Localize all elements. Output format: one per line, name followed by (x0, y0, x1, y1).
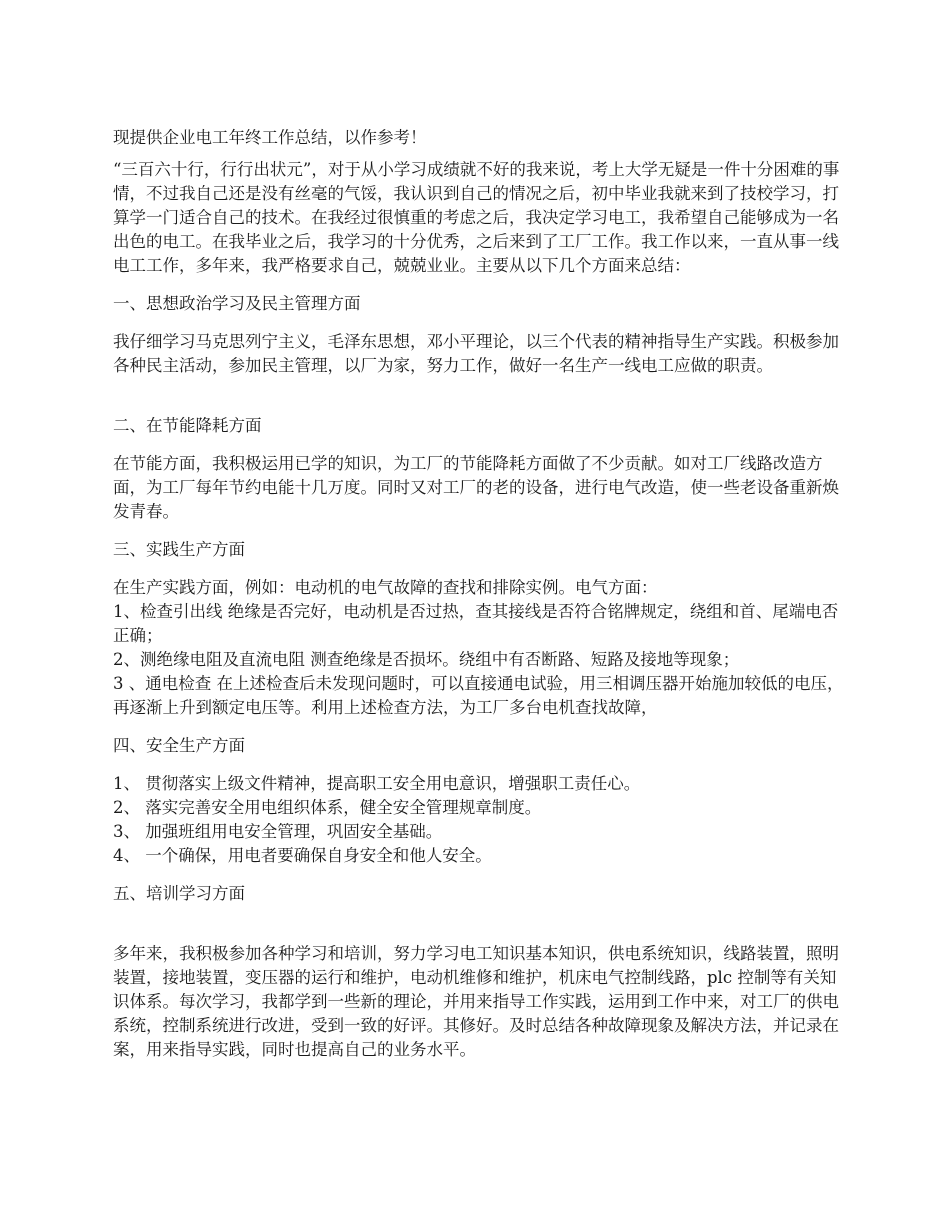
section-body-politics: 我仔细学习马克思列宁主义，毛泽东思想，邓小平理论，以三个代表的精神指导生产实践。积极参加各种民主活动，参加民主管理，以厂为家，努力工作，做好一名生产一线电工应做的职责。 (113, 332, 839, 375)
safety-item-2: 2、 落实完善安全用电组织体系，健全安全管理规章制度。 (113, 798, 542, 817)
section-heading-production: 三、实践生产方面 (113, 540, 245, 559)
document-body (113, 126, 848, 1076)
section-heading-energy: 二、在节能降耗方面 (113, 416, 262, 435)
section-heading-politics: 一、思想政治学习及民主管理方面 (113, 294, 361, 313)
section-heading-safety: 四、安全生产方面 (113, 736, 245, 755)
opening-paragraph: “三百六十行，行行出状元”，对于从小学习成绩就不好的我来说，考上大学无疑是一件十分困难的事情，不过我自己还是没有丝毫的气馁，我认识到自己的情况之后，初中毕业我就来到了技校学习，打算学一门适合自己的技术。在我经过很慎重的考虑之后，我决定学习电工，我希望自己能够成为一名出色的电工。在我毕业之后，我学习的十分优秀，之后来到了工厂工作。我工作以来，一直从事一线电工工作，多年来，我严格要求自己，兢兢业业。主要从以下几个方面来总结： (113, 160, 840, 275)
safety-list (113, 772, 848, 868)
production-item-2: 2、测绝缘电阻及直流电阻 测查绝缘是否损坏。绕组中有否断路、短路及接地等现象； (113, 650, 740, 669)
section-heading-training: 五、培训学习方面 (113, 884, 245, 903)
production-item-3: 3 、通电检查 在上述检查后未发现问题时，可以直接通电试验，用三相调压器开始施加较低的电压，再逐渐上升到额定电压等。利用上述检查方法，为工厂多台电机查找故障， (113, 674, 844, 717)
safety-item-1: 1、 贯彻落实上级文件精神，提高职工安全用电意识，增强职工责任心。 (113, 774, 641, 793)
production-item-1: 1、检查引出线 绝缘是否完好，电动机是否过热，查其接线是否符合铭牌规定，绕组和首、尾端电否正确； (113, 602, 839, 645)
production-list (113, 576, 848, 720)
intro-line: 现提供企业电工年终工作总结，以作参考！ (113, 128, 427, 147)
section-body-energy: 在节能方面，我积极运用已学的知识，为工厂的节能降耗方面做了不少贡献。如对工厂线路改造方面，为工厂每年节约电能十几万度。同时又对工厂的老的设备，进行电气改造，使一些老设备重新焕发青春。 (113, 454, 839, 521)
section-body-training: 多年来，我积极参加各种学习和培训，努力学习电工知识基本知识，供电系统知识，线路装置，照明装置，接地装置，变压器的运行和维护，电动机维修和维护，机床电气控制线路，plc 控制等有关知识体系。每次学习，我都学到一些新的理论，并用来指导工作实践，运用到工作中来，对工厂的供电系统，控制系统进行改进，受到一致的好评。其修好。及时总结各种故障现象及解决方法，并记录在案，用来指导实践，同时也提高自己的业务水平。 (113, 944, 839, 1059)
production-lead: 在生产实践方面，例如：电动机的电气故障的查找和排除实例。电气方面： (113, 578, 658, 597)
safety-item-4: 4、 一个确保，用电者要确保自身安全和他人安全。 (113, 846, 492, 865)
safety-item-3: 3、 加强班组用电安全管理，巩固安全基础。 (113, 822, 443, 841)
